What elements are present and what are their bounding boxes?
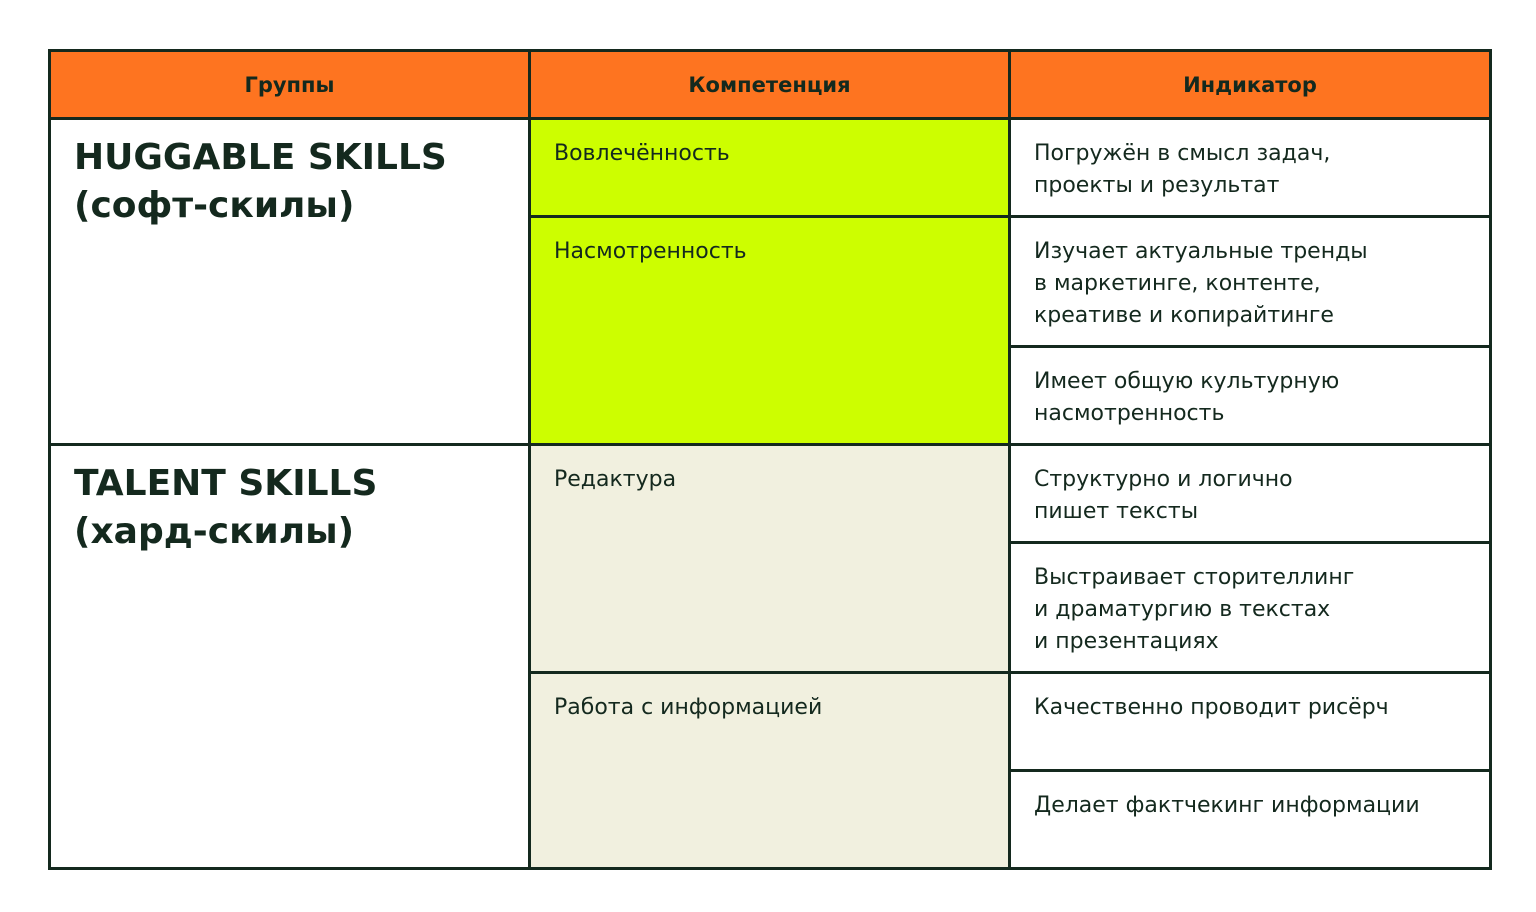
header-groups: Группы xyxy=(50,51,530,119)
group-subtitle: (хард-скилы) xyxy=(74,511,355,552)
header-indicator: Индикатор xyxy=(1010,51,1491,119)
indicator-cell: Структурно и логично пишет тексты xyxy=(1010,445,1491,543)
competency-cell: Редактура xyxy=(530,445,1010,673)
competency-cell: Насмотренность xyxy=(530,217,1010,445)
indicator-cell: Погружён в смысл задач, проекты и результат xyxy=(1010,119,1491,217)
skills-table xyxy=(48,49,1492,870)
indicator-cell: Имеет общую культурную насмотренность xyxy=(1010,347,1491,445)
group-cell-talent xyxy=(50,445,530,869)
table-row xyxy=(50,445,1491,543)
header-competency: Компетенция xyxy=(530,51,1010,119)
indicator-cell: Качественно проводит рисёрч xyxy=(1010,673,1491,771)
indicator-cell: Выстраивает сторителлинг и драматургию в текстах и презентациях xyxy=(1010,543,1491,673)
group-subtitle: (софт-скилы) xyxy=(74,185,355,226)
table-row xyxy=(50,119,1491,217)
competency-cell: Вовлечённость xyxy=(530,119,1010,217)
competency-cell: Работа с информацией xyxy=(530,673,1010,869)
group-cell-huggable xyxy=(50,119,530,445)
indicator-cell: Делает фактчекинг информации xyxy=(1010,771,1491,869)
header-row xyxy=(50,51,1491,119)
group-title: TALENT SKILLS xyxy=(74,463,378,504)
group-title: HUGGABLE SKILLS xyxy=(74,137,447,178)
indicator-cell: Изучает актуальные тренды в маркетинге, контенте, креативе и копирайтинге xyxy=(1010,217,1491,347)
